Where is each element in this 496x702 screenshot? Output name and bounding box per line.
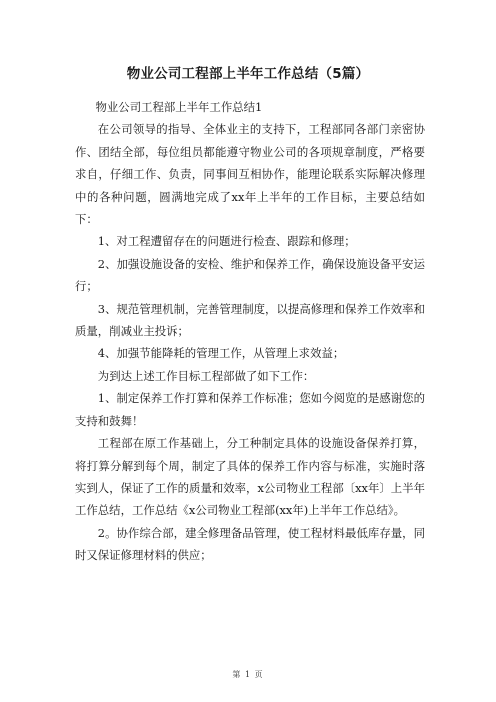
paragraph-item-3: 3、规范管理机制，完善管理制度，以提高修理和保养工作效率和质量，削减业主投诉；: [75, 301, 425, 339]
paragraph-work-1: 1、制定保养工作打算和保养工作标准；您如今阅览的是感谢您的支持和鼓舞！: [75, 391, 425, 428]
document-subtitle: 物业公司工程部上半年工作总结1: [95, 100, 263, 114]
paragraph-transition: 为到达上述工作目标工程部做了如下工作：: [97, 368, 315, 383]
paragraph-item-1: 1、对工程遭留存在的问题进行检查、跟踪和修理；: [97, 234, 356, 249]
page-number: 第 1 页: [232, 670, 264, 679]
paragraph-item-2: 2、加强设施设备的安检、维护和保养工作，确保设施设备平安运行；: [75, 256, 425, 294]
document-body: [75, 96, 425, 567]
paragraph-work-2: 2。协作综合部，建全修理备品管理，使工程材料最低库存量，同时又保证修理材料的供应；: [75, 525, 425, 563]
paragraph-intro: 在公司领导的指导、全体业主的支持下，工程部同各部门亲密协作、团结全部，每位组员都能遵守物业公司的各项规章制度，严格要求自，仔细工作、负责，同事间互相协作，能理论联系实际解决修理中的各种问题，圆满地完成了xx年上半年的工作目标，主要总结如下：: [75, 122, 425, 227]
document-title: 物业公司工程部上半年工作总结（5篇）: [126, 66, 370, 82]
paragraph-work-1-detail: 工程部在原工作基础上，分工种制定具体的设施设备保养打算，将打算分解到每个周，制定了具体的保养工作内容与标准，实施时落实到人，保证了工作的质量和效率，x公司物业工程部〔xx年〕上半年工作总结，工作总结《x公司物业工程部(xx年)上半年工作总结》。: [75, 436, 425, 518]
paragraph-item-4: 4、加强节能降耗的管理工作，从管理上求效益；: [97, 346, 345, 361]
